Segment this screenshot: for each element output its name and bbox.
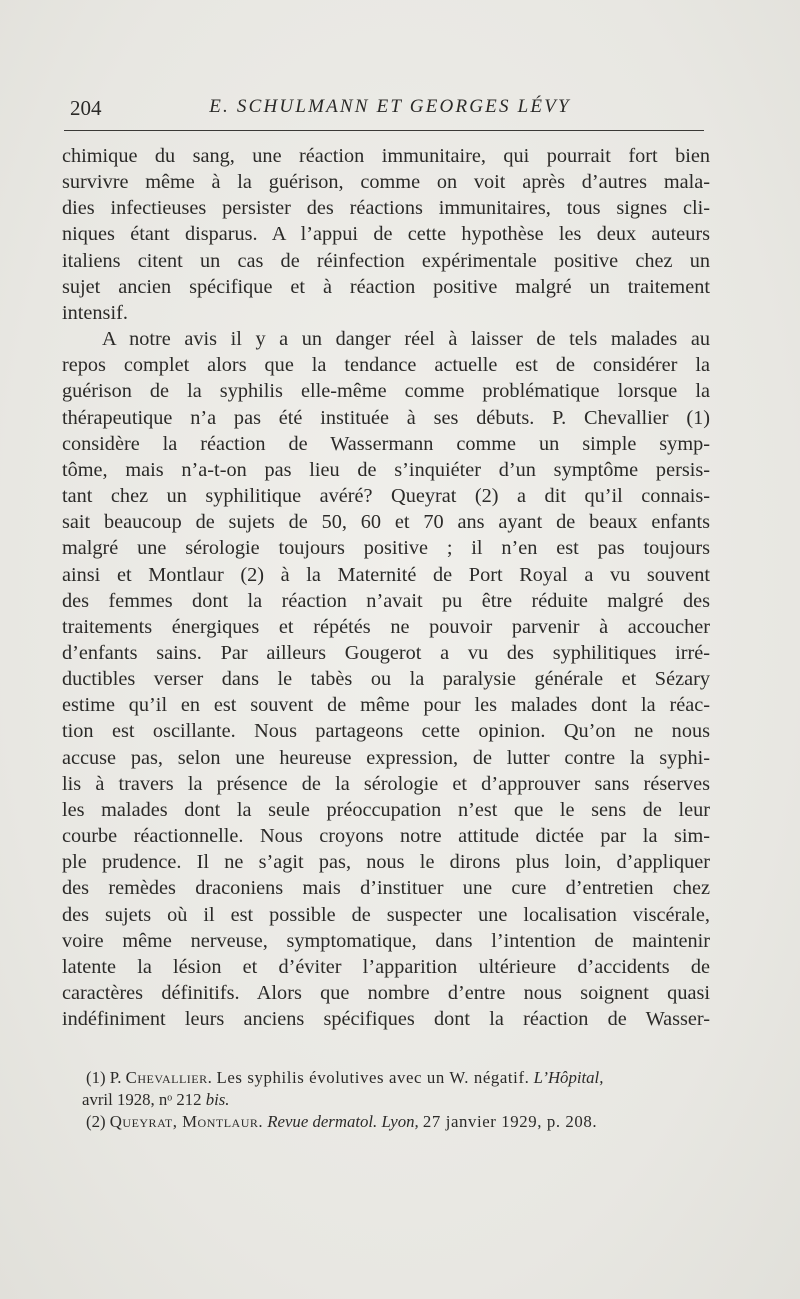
footnote-author: Chevallier. [125,1068,213,1087]
footnote-author-initial: P. [109,1068,122,1087]
body-line: survivre même à la guérison, comme on voit après d’autres mala- [62,171,710,194]
footnote-marker: (1) [86,1068,106,1087]
footnote-bis: bis. [205,1090,230,1109]
body-line: chimique du sang, une réaction immunitaire, qui pourrait fort bien [62,145,710,167]
page-header [70,96,710,126]
footnote-1-continuation [82,1089,712,1111]
body-line: sujet ancien spécifique et à réaction positive malgré un traitement [62,275,710,298]
page-number: 204 [70,96,102,120]
body-line: repos complet alors que la tendance actuelle est de considérer la [62,354,710,377]
body-line: guérison de la syphilis elle-même comme problématique lorsque la [62,380,710,403]
body-line: courbe réactionnelle. Nous croyons notre attitude dictée par la sim- [62,825,710,848]
body-line: tôme, mais n’a-t-on pas lieu de s’inquiéter d’un symptôme persis- [62,458,710,481]
body-line: ductibles verser dans le tabès ou la paralysie générale et Sézary [62,668,710,691]
body-line: latente la lésion et d’éviter l’apparition ultérieure d’accidents de [62,955,710,978]
footnote-date: avril 1928, nᵒ 212 [82,1090,202,1109]
body-line: accuse pas, selon une heureuse expression, de lutter contre la syphi- [62,746,710,769]
body-line: des sujets où il est possible de suspecter une localisation viscérale, [62,903,710,926]
footnote-marker: (2) [86,1112,106,1131]
body-line: A notre avis il y a un danger réel à laisser de tels malades au [102,328,710,351]
body-line: intensif. [62,301,128,324]
body-line: voire même nerveuse, symptomatique, dans l’intention de maintenir [62,929,710,952]
body-line: caractères définitifs. Alors que nombre d’entre nous soignent quasi [62,982,710,1004]
body-line: considère la réaction de Wassermann comme un simple symp- [62,432,710,455]
footnote-authors: Queyrat, Montlaur. [109,1112,264,1131]
body-line: malgré une sérologie toujours positive ; il n’en est pas toujours [62,537,710,560]
footnote-1 [86,1067,712,1089]
body-line: des femmes dont la réaction n’avait pu être réduite malgré des [62,589,710,612]
body-line: estime qu’il en est souvent de même pour les malades dont la réac- [62,694,710,717]
body-line: tion est oscillante. Nous partageons cette opinion. Qu’on ne nous [62,720,710,743]
body-line: italiens citent un cas de réinfection expérimentale positive chez un [62,249,710,272]
body-line: les malades dont la seule préoccupation n’est que le sens de leur [62,798,710,821]
body-line: sait beaucoup de sujets de 50, 60 et 70 ans ayant de beaux enfants [62,511,710,534]
header-rule [64,130,704,131]
body-line: traitements énergiques et répétés ne pouvoir parvenir à accoucher [62,615,710,638]
body-line: ple prudence. Il ne s’agit pas, nous le dirons plus loin, d’appliquer [62,851,710,874]
body-line: d’enfants sains. Par ailleurs Gougerot a vu des syphilitiques irré- [62,641,710,664]
body-line: ainsi et Montlaur (2) à la Maternité de Port Royal a vu souvent [62,563,710,586]
footnote-2 [86,1111,712,1133]
body-line: indéfiniment leurs anciens spécifiques dont la réaction de Wasser- [62,1008,710,1031]
body-line: des remèdes draconiens mais d’instituer une cure d’entretien chez [62,877,710,900]
body-line: dies infectieuses persister des réactions immunitaires, tous signes cli- [62,197,710,220]
body-text [62,143,710,1032]
body-line: lis à travers la présence de la sérologie et d’approuver sans réserves [62,772,710,795]
body-line: tant chez un syphilitique avéré? Queyrat (2) a dit qu’il connais- [62,485,710,508]
body-line: niques étant disparus. A l’appui de cette hypothèse les deux auteurs [62,223,710,246]
footnote-journal: L’Hôpital, [533,1068,604,1087]
footnote-date: 27 janvier 1929, p. 208. [422,1112,598,1131]
running-head: E. SCHULMANN ET GEORGES LÉVY [209,96,571,117]
footnote-title: Les syphilis évolutives avec un W. négatif. [216,1068,530,1087]
footnote-journal: Revue dermatol. Lyon, [267,1112,419,1131]
body-line: thérapeutique n’a pas été instituée à ses débuts. P. Chevallier (1) [62,406,710,429]
footnotes [82,1067,712,1133]
